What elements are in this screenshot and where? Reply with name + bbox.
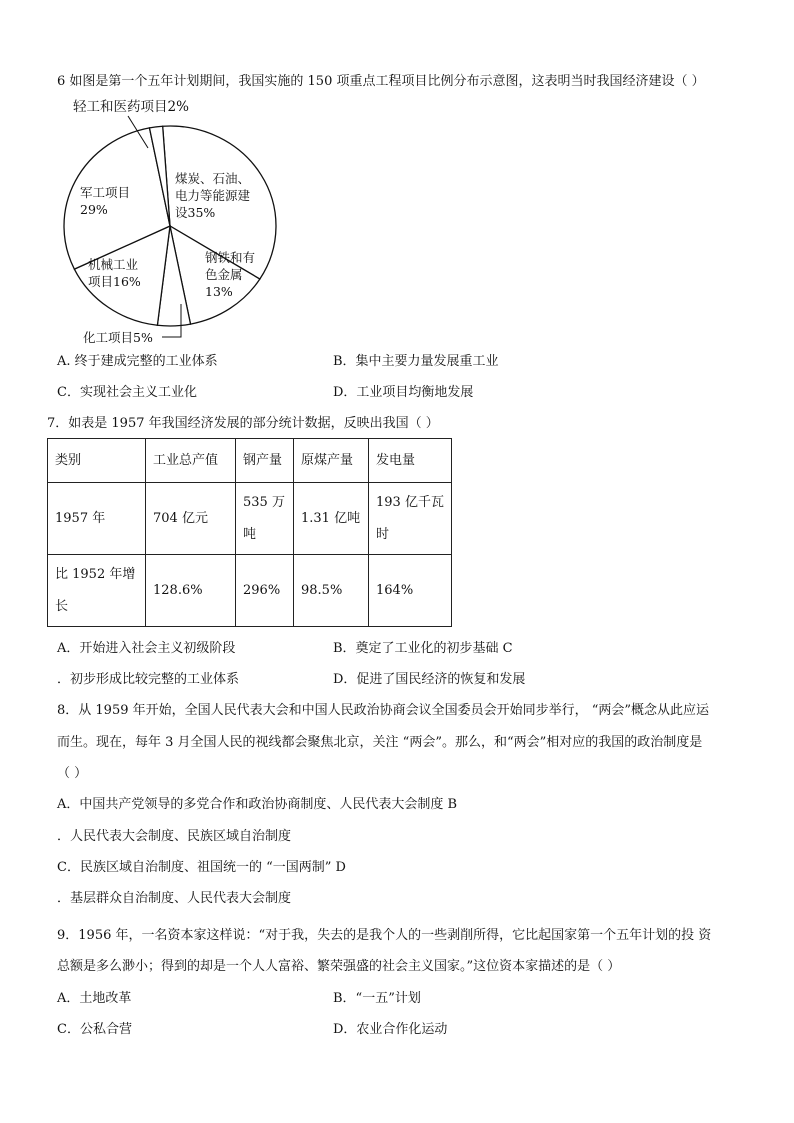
question-6-stem: 6 如图是第一个五年计划期间，我国实施的 150 项重点工程项目比例分布示意图，这表明当时我国经济建设（ ）	[57, 74, 705, 89]
table-cell: 193 亿千瓦时	[369, 483, 452, 555]
pie-label-military-line2: 29%	[80, 202, 108, 217]
table-row	[48, 555, 452, 627]
table-cell: 比 1952 年增长	[48, 555, 146, 627]
pie-label-steel-line2: 色金属	[205, 267, 243, 282]
q8-option-b[interactable]: ．人民代表大会制度、民族区域自治制度	[57, 829, 292, 844]
question-8-stem-line1: 8．从 1959 年开始，全国人民代表大会和中国人民政治协商会议全国委员会开始同步举行， “两会”概念从此应运	[57, 703, 710, 718]
table-header-cell: 钢产量	[236, 439, 294, 483]
q8-option-a[interactable]: A．中国共产党领导的多党合作和政治协商制度、人民代表大会制度 B	[57, 797, 458, 812]
table-row	[48, 483, 452, 555]
q6-option-d[interactable]: D．工业项目均衡地发展	[333, 385, 474, 400]
q6-option-a[interactable]: A. 终于建成完整的工业体系	[57, 354, 218, 369]
q8-option-d[interactable]: ．基层群众自治制度、人民代表大会制度	[57, 891, 292, 906]
pie-chart-svg	[55, 96, 315, 346]
q9-option-a[interactable]: A．土地改革	[57, 991, 132, 1006]
q7-option-a[interactable]: A．开始进入社会主义初级阶段	[57, 641, 236, 656]
question-8-stem-line2: 而生。现在，每年 3 月全国人民的视线都会聚焦北京，关注 “两会”。那么，和“两会”相对应的我国的政治制度是	[57, 735, 703, 750]
table-cell: 1.31 亿吨	[294, 483, 369, 555]
table-cell: 128.6%	[146, 555, 236, 627]
statistics-table	[47, 438, 452, 627]
pie-label-machinery-line1: 机械工业	[88, 257, 139, 272]
q7-option-d[interactable]: D．促进了国民经济的恢复和发展	[333, 672, 526, 687]
table-cell: 98.5%	[294, 555, 369, 627]
pie-label-light-industry: 轻工和医药项目2%	[73, 99, 189, 115]
q6-option-b[interactable]: B．集中主要力量发展重工业	[333, 354, 499, 369]
table-header-cell: 发电量	[369, 439, 452, 483]
q7-option-b[interactable]: B．奠定了工业化的初步基础 C	[333, 641, 513, 656]
pie-label-energy-line1: 煤炭、石油、	[175, 171, 251, 186]
pie-chart	[55, 96, 315, 346]
pie-label-energy-line2: 电力等能源建	[175, 188, 251, 203]
pie-label-energy-line3: 设35%	[175, 205, 216, 220]
table-header-cell: 工业总产值	[146, 439, 236, 483]
q9-option-c[interactable]: C．公私合营	[57, 1022, 132, 1037]
question-9-stem-line2: 总额是多么渺小；得到的却是一个人人富裕、繁荣强盛的社会主义国家。”这位资本家描述的是（ ）	[57, 959, 621, 974]
pie-label-steel-line1: 钢铁和有	[205, 250, 256, 265]
q7-option-c[interactable]: ．初步形成比较完整的工业体系	[57, 672, 240, 687]
pie-label-steel-line3: 13%	[205, 284, 233, 299]
pie-label-military	[80, 184, 130, 218]
pie-label-military-line1: 军工项目	[80, 185, 131, 200]
table-header-cell: 原煤产量	[294, 439, 369, 483]
question-9-stem-line1: 9．1956 年，一名资本家这样说：“对于我，失去的是我个人的一些剥削所得，它比起国家第一个五年计划的投 资	[57, 928, 712, 943]
pie-label-energy	[175, 170, 250, 221]
table-cell: 296%	[236, 555, 294, 627]
pie-label-machinery	[88, 256, 141, 290]
table-header-row	[48, 439, 452, 483]
q9-option-d[interactable]: D．农业合作化运动	[333, 1022, 448, 1037]
table-cell: 704 亿元	[146, 483, 236, 555]
q6-option-c[interactable]: C．实现社会主义工业化	[57, 385, 197, 400]
pie-label-steel	[205, 249, 255, 300]
table-cell: 535 万吨	[236, 483, 294, 555]
pie-label-machinery-line2: 项目16%	[88, 274, 141, 289]
question-7-stem: 7．如表是 1957 年我国经济发展的部分统计数据，反映出我国（ ）	[47, 416, 439, 431]
question-8-stem-line3: （ ）	[57, 766, 88, 781]
pie-label-chemical: 化工项目5%	[83, 330, 153, 345]
table-cell: 1957 年	[48, 483, 146, 555]
q8-option-c[interactable]: C．民族区域自治制度、祖国统一的 “一国两制” D	[57, 860, 346, 875]
q9-option-b[interactable]: B．“一五”计划	[333, 991, 421, 1006]
table-header-cell: 类别	[48, 439, 146, 483]
table-cell: 164%	[369, 555, 452, 627]
